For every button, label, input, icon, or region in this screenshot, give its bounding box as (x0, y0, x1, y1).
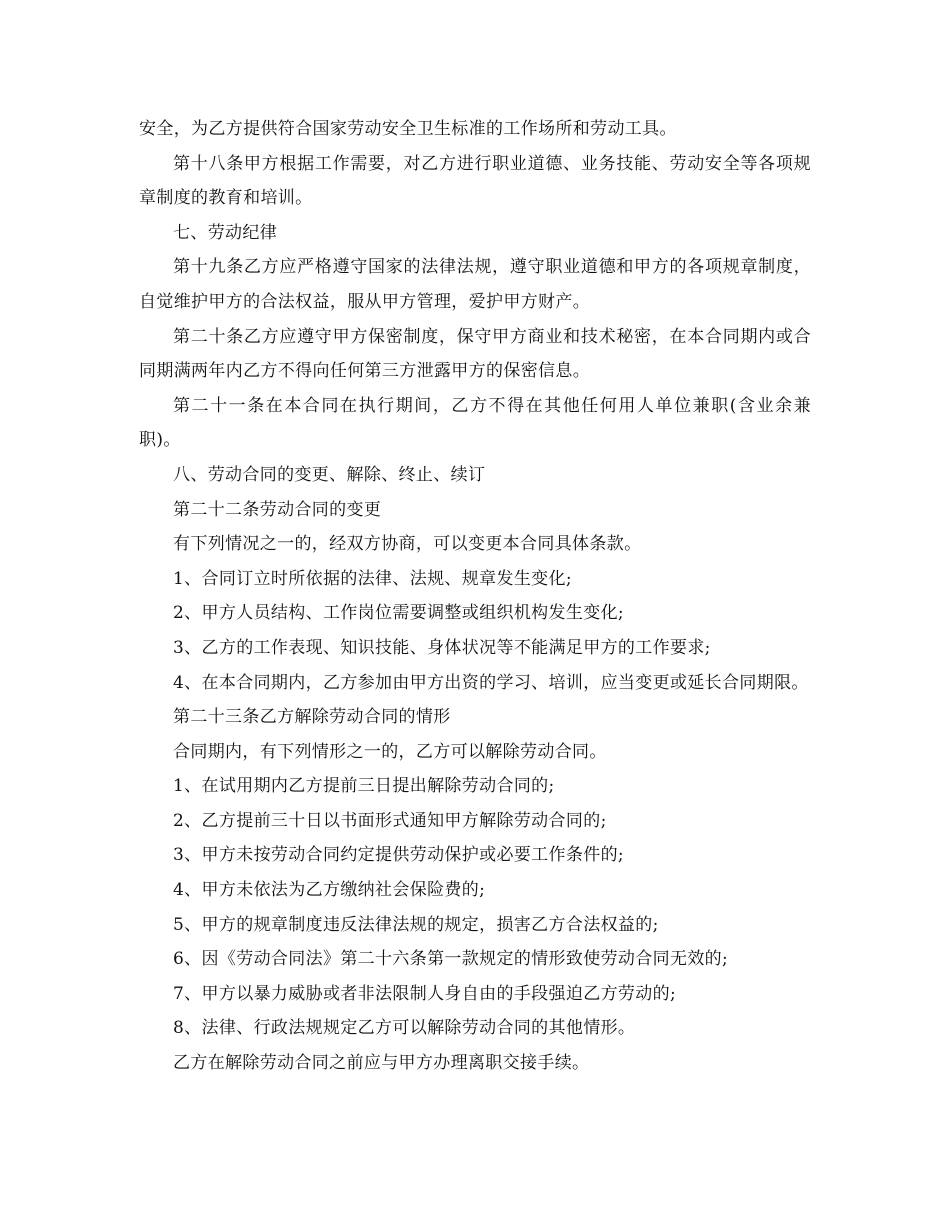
document-body (139, 112, 811, 1081)
article-23-item-1: 1、在试用期内乙方提前三日提出解除劳动合同的; (173, 776, 555, 797)
article-23-item-5: 5、甲方的规章制度违反法律法规的规定，损害乙方合法权益的; (173, 914, 659, 935)
article-22-item-2: 2、甲方人员结构、工作岗位需要调整或组织机构发生变化; (173, 603, 624, 624)
article-22-item-3: 3、乙方的工作表现、知识技能、身体状况等不能满足甲方的工作要求; (173, 637, 711, 658)
article-23-item-6: 6、因《劳动合同法》第二十六条第一款规定的情形致使劳动合同无效的; (173, 949, 729, 970)
handover-paragraph: 乙方在解除劳动合同之前应与甲方办理离职交接手续。 (173, 1053, 590, 1074)
article-22-intro: 有下列情况之一的，经双方协商，可以变更本合同具体条款。 (173, 534, 642, 555)
article-23-item-4: 4、甲方未依法为乙方缴纳社会保险费的; (173, 880, 486, 901)
article-23-item-8: 8、法律、行政法规规定乙方可以解除劳动合同的其他情形。 (173, 1018, 636, 1039)
article-22-item-4: 4、在本合同期内，乙方参加由甲方出资的学习、培训，应当变更或延长合同期限。 (173, 672, 809, 693)
paragraph-article-19: 第十九条乙方应严格遵守国家的法律法规，遵守职业道德和甲方的各项规章制度，自觉维护甲方的合法权益，服从甲方管理，爱护甲方财产。 (139, 257, 811, 312)
article-22-heading: 第二十二条劳动合同的变更 (173, 499, 382, 520)
section-heading-7: 七、劳动纪律 (173, 222, 278, 243)
article-23-item-3: 3、甲方未按劳动合同约定提供劳动保护或必要工作条件的; (173, 845, 624, 866)
article-23-item-7: 7、甲方以暴力威胁或者非法限制人身自由的手段强迫乙方劳动的; (173, 983, 677, 1004)
article-23-intro: 合同期内，有下列情形之一的，乙方可以解除劳动合同。 (173, 741, 607, 762)
article-23-item-2: 2、乙方提前三十日以书面形式通知甲方解除劳动合同的; (173, 810, 607, 831)
article-22-item-1: 1、合同订立时所依据的法律、法规、规章发生变化; (173, 568, 572, 589)
paragraph-article-18: 第十八条甲方根据工作需要，对乙方进行职业道德、业务技能、劳动安全等各项规章制度的教育和培训。 (139, 153, 811, 209)
section-heading-8: 八、劳动合同的变更、解除、终止、续订 (173, 464, 486, 485)
article-23-heading: 第二十三条乙方解除劳动合同的情形 (173, 707, 451, 728)
paragraph-article-20: 第二十条乙方应遵守甲方保密制度，保守甲方商业和技术秘密，在本合同期内或合同期满两年内乙方不得向任何第三方泄露甲方的保密信息。 (139, 326, 811, 382)
paragraph-article-21: 第二十一条在本合同在执行期间，乙方不得在其他任何用人单位兼职(含业余兼职)。 (139, 395, 811, 451)
paragraph-continuation: 安全，为乙方提供符合国家劳动安全卫生标准的工作场所和劳动工具。 (139, 119, 677, 139)
